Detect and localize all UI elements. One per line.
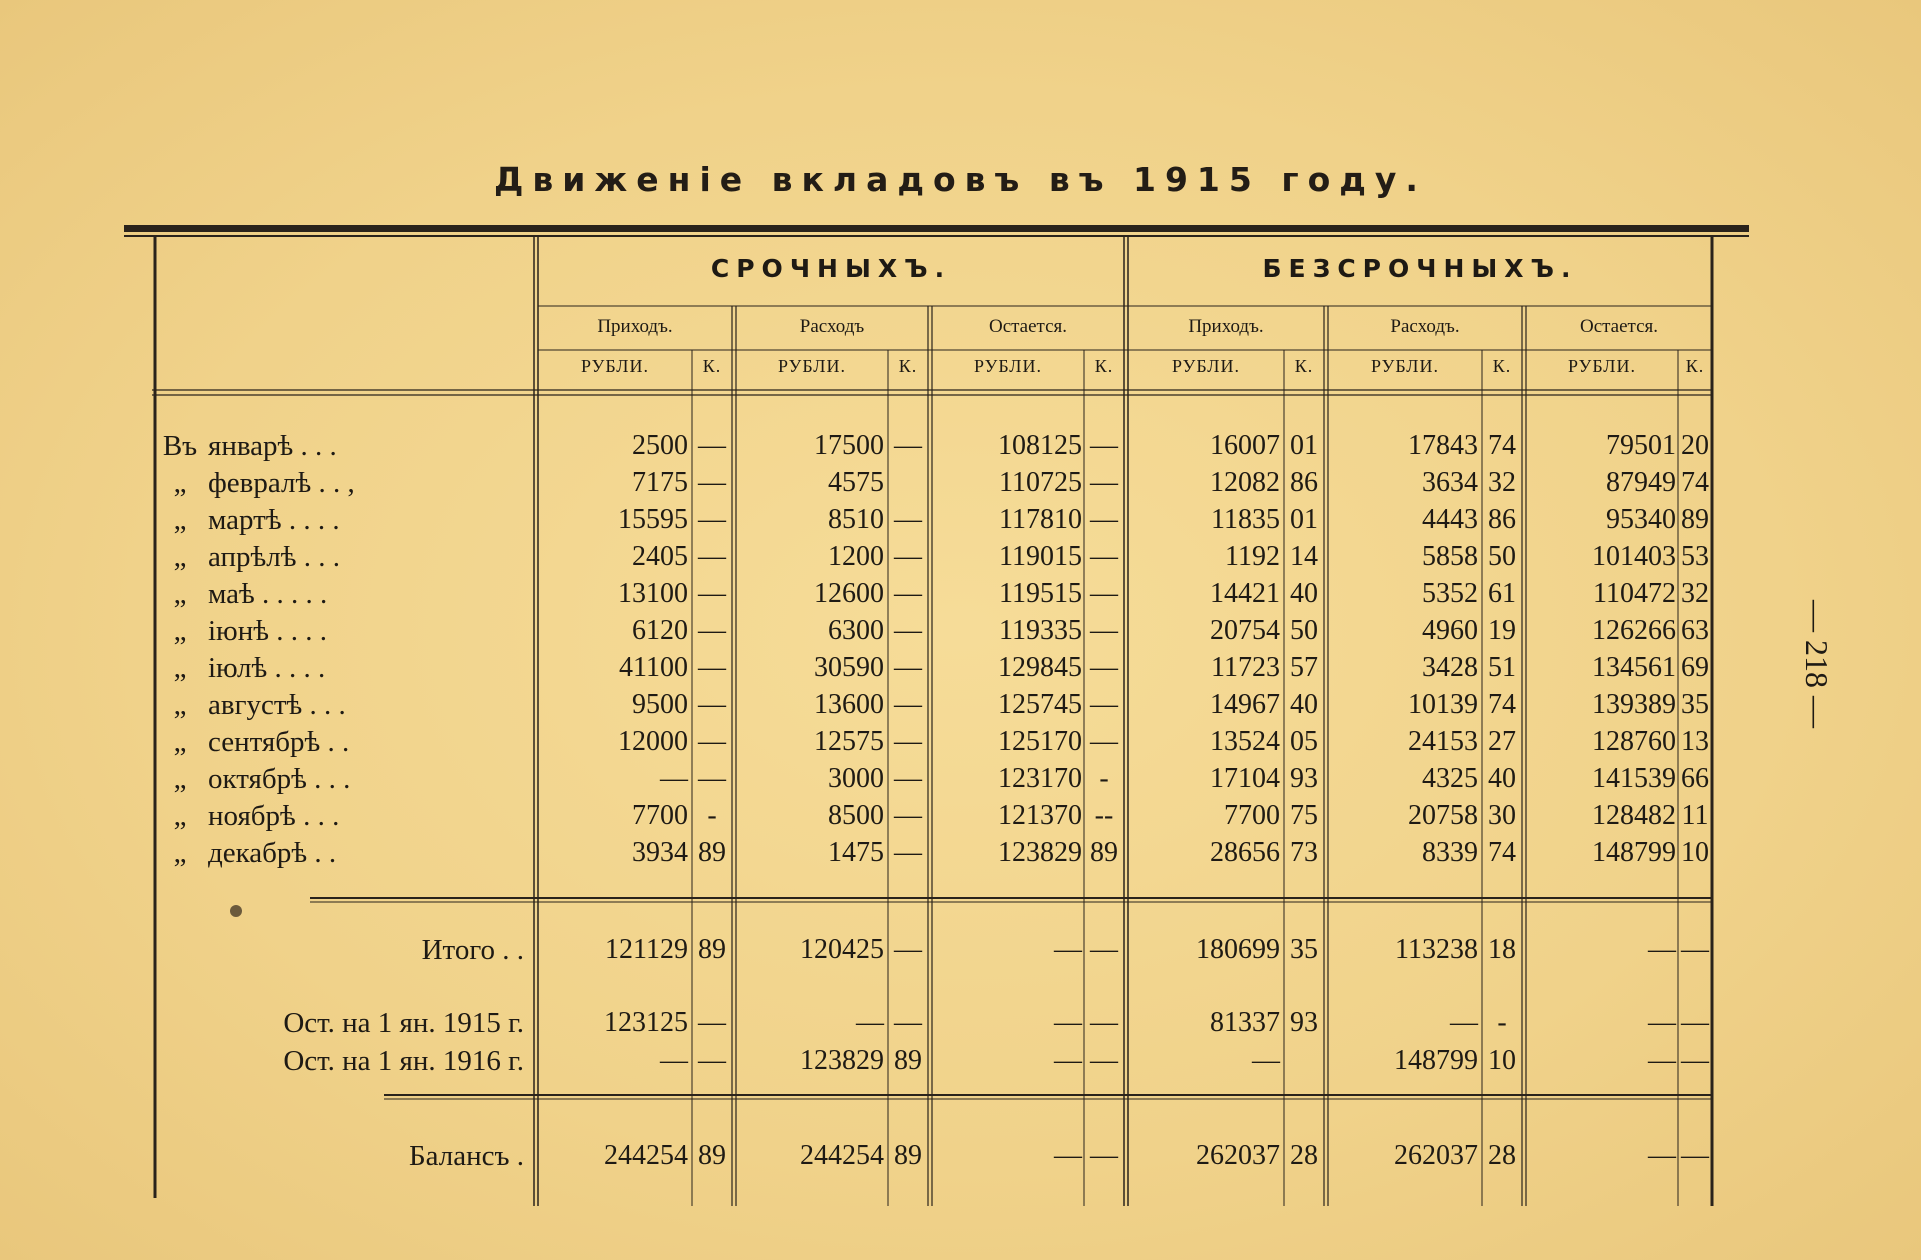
cell-term-income-kop: — (698, 541, 726, 572)
cell-demand-remainder-rub: — (1648, 1045, 1676, 1076)
unit-kop: К. (1094, 356, 1114, 376)
month-label (152, 836, 522, 870)
cell-demand-income-rub: 262037 (1196, 1140, 1280, 1171)
cell-demand-income-kop: 93 (1290, 1007, 1318, 1038)
unit-kop: К. (898, 356, 918, 376)
cell-term-income-rub: 15595 (618, 504, 688, 535)
cell-demand-income-rub: 28656 (1210, 837, 1280, 868)
cell-demand-income-rub: 17104 (1210, 763, 1280, 794)
cell-demand-expense-rub: 4443 (1422, 504, 1478, 535)
cell-demand-income-kop: 40 (1290, 578, 1318, 609)
cell-demand-expense-kop: 40 (1488, 763, 1516, 794)
month-name: январѣ (208, 430, 294, 462)
cell-demand-income-kop: 35 (1290, 934, 1318, 965)
cell-term-remainder-kop: — (1090, 689, 1118, 720)
cell-term-expense-rub: 1200 (828, 541, 884, 572)
month-label (152, 688, 522, 722)
cell-term-expense-kop: — (894, 1007, 922, 1038)
cell-term-income-rub: 121129 (605, 934, 688, 965)
cell-term-expense-kop: — (894, 726, 922, 757)
cell-term-remainder-rub: 117810 (999, 504, 1082, 535)
cell-term-income-kop: 89 (698, 934, 726, 965)
cell-demand-income-kop: 75 (1290, 800, 1318, 831)
cell-demand-expense-kop: 10 (1488, 1045, 1516, 1076)
cell-term-remainder-kop: — (1090, 430, 1118, 461)
cell-term-expense-rub: 6300 (828, 615, 884, 646)
paper-speck (230, 905, 242, 917)
leader-dots: . . (314, 837, 337, 869)
cell-demand-remainder-kop: 10 (1681, 837, 1709, 868)
row-balance-start-label: Ост. на 1 ян. 1915 г. (283, 1007, 524, 1039)
top-rule (124, 225, 1749, 232)
cell-demand-income-rub: 13524 (1210, 726, 1280, 757)
cell-demand-income-rub: 12082 (1210, 467, 1280, 498)
cell-demand-remainder-kop: 13 (1681, 726, 1709, 757)
unit-kop: К. (1294, 356, 1314, 376)
cell-demand-income-kop: 50 (1290, 615, 1318, 646)
leader-dots: . . . . (288, 504, 340, 536)
subheader-term-income: Приходъ. (597, 316, 673, 337)
cell-term-expense-kop: — (894, 504, 922, 535)
cell-term-income-kop: — (698, 430, 726, 461)
page-title: Движенiе вкладовъ въ 1915 году. (494, 160, 1427, 199)
cell-term-remainder-kop: — (1090, 615, 1118, 646)
cell-demand-remainder-kop: 20 (1681, 430, 1709, 461)
month-label (152, 466, 522, 500)
month-name: августѣ (208, 689, 303, 721)
cell-term-remainder-kop: — (1090, 504, 1118, 535)
cell-demand-income-rub: 14967 (1210, 689, 1280, 720)
cell-term-expense-kop (888, 466, 928, 500)
cell-demand-remainder-kop: 53 (1681, 541, 1709, 572)
leader-dots: . . . (309, 689, 346, 721)
cell-term-expense-kop: 89 (894, 1045, 922, 1076)
cell-demand-income-rub: 11723 (1211, 652, 1280, 683)
unit-kop: К. (702, 356, 722, 376)
row-final-balance-label: Балансъ . (408, 1140, 524, 1172)
cell-demand-expense-kop: 28 (1488, 1140, 1516, 1171)
cell-demand-remainder-kop: 66 (1681, 763, 1709, 794)
ditto-mark: „ (173, 689, 187, 721)
cell-demand-remainder-kop: 74 (1681, 467, 1709, 498)
month-name: ноябрѣ (208, 800, 296, 832)
cell-demand-income-kop: 14 (1290, 541, 1318, 572)
month-label (152, 651, 522, 685)
cell-term-remainder-rub: 119015 (999, 541, 1082, 572)
cell-demand-remainder-rub: 101403 (1592, 541, 1676, 572)
page-number: — 218 — (1799, 600, 1835, 728)
cell-demand-remainder-rub: — (1648, 1140, 1676, 1171)
cell-term-remainder-rub: — (1054, 934, 1082, 965)
leader-dots: . . . . (276, 615, 327, 647)
cell-demand-remainder-rub: 134561 (1592, 652, 1676, 683)
cell-demand-expense-rub: — (1450, 1007, 1478, 1038)
cell-term-expense-kop: — (894, 763, 922, 794)
cell-term-remainder-rub: 110725 (999, 467, 1082, 498)
cell-demand-income-kop: 01 (1290, 504, 1318, 535)
cell-term-income-rub: 41100 (619, 652, 688, 683)
cell-demand-expense-kop: 74 (1488, 689, 1516, 720)
cell-demand-expense-rub: 10139 (1408, 689, 1478, 720)
cell-term-income-rub: 3934 (632, 837, 688, 868)
cell-demand-expense-rub: 3634 (1422, 467, 1478, 498)
unit-rub: РУБЛИ. (1172, 356, 1240, 376)
cell-term-income-rub: 9500 (632, 689, 688, 720)
cell-demand-expense-rub: 5858 (1422, 541, 1478, 572)
cell-term-remainder-kop: - (1099, 763, 1109, 794)
cell-demand-expense-kop: 32 (1488, 467, 1516, 498)
cell-term-expense-kop: — (894, 615, 922, 646)
cell-term-income-kop: — (698, 467, 726, 498)
cell-term-remainder-rub: 125745 (998, 689, 1082, 720)
cell-term-income-kop: — (698, 578, 726, 609)
cell-demand-remainder-rub: 141539 (1592, 763, 1676, 794)
cell-term-expense-rub: 8510 (828, 504, 884, 535)
cell-demand-remainder-kop: — (1681, 934, 1709, 965)
month-name: маѣ (208, 578, 255, 610)
leader-dots: . . (327, 726, 350, 758)
leader-dots: . . . . . (262, 578, 328, 610)
cell-demand-expense-kop: 27 (1488, 726, 1516, 757)
leader-dots: . . . . (274, 652, 326, 684)
cell-term-expense-rub: — (856, 1007, 884, 1038)
ditto-mark: „ (173, 726, 187, 758)
cell-term-remainder-rub: — (1054, 1007, 1082, 1038)
cell-term-remainder-rub: 121370 (998, 800, 1082, 831)
cell-term-expense-rub: 8500 (828, 800, 884, 831)
cell-term-income-kop: - (707, 800, 717, 831)
cell-term-remainder-kop: — (1090, 541, 1118, 572)
leader-dots: . . . (303, 800, 340, 832)
cell-demand-income-kop: 86 (1290, 467, 1318, 498)
cell-term-income-rub: 12000 (618, 726, 688, 757)
month-name: iюнѣ (208, 615, 269, 647)
cell-demand-expense-rub: 24153 (1408, 726, 1478, 757)
cell-demand-expense-rub: 8339 (1422, 837, 1478, 868)
cell-term-expense-kop: — (894, 837, 922, 868)
month-label (152, 429, 522, 463)
cell-term-income-kop: 89 (698, 837, 726, 868)
row-total-label: Итого . . (421, 934, 524, 966)
ditto-mark: Въ (162, 430, 198, 462)
cell-term-remainder-kop: — (1090, 652, 1118, 683)
cell-demand-remainder-rub: 128482 (1592, 800, 1676, 831)
cell-demand-remainder-kop: — (1681, 1007, 1709, 1038)
unit-rub: РУБЛИ. (1371, 356, 1439, 376)
month-label (152, 540, 522, 574)
cell-demand-income-rub: — (1252, 1045, 1280, 1076)
cell-demand-expense-rub: 4325 (1422, 763, 1478, 794)
cell-demand-income-kop: 57 (1290, 652, 1318, 683)
cell-term-remainder-kop: — (1090, 726, 1118, 757)
cell-term-remainder-kop: — (1090, 1007, 1118, 1038)
cell-term-expense-kop: — (894, 578, 922, 609)
cell-demand-remainder-rub: 110472 (1593, 578, 1676, 609)
cell-demand-remainder-rub: 79501 (1606, 430, 1676, 461)
unit-kop: К. (1492, 356, 1512, 376)
cell-demand-remainder-rub: 87949 (1606, 467, 1676, 498)
cell-term-remainder-kop: 89 (1090, 837, 1118, 868)
cell-term-income-rub: 7175 (632, 467, 688, 498)
cell-demand-remainder-kop: 11 (1681, 800, 1709, 831)
cell-term-remainder-rub: — (1054, 1140, 1082, 1171)
cell-demand-expense-kop: 51 (1488, 652, 1516, 683)
ditto-mark: „ (173, 800, 187, 832)
cell-demand-income-kop (1284, 1044, 1324, 1078)
cell-demand-income-rub: 11835 (1211, 504, 1280, 535)
ditto-mark: „ (173, 615, 187, 647)
cell-demand-expense-kop: 61 (1488, 578, 1516, 609)
ditto-mark: „ (173, 467, 187, 499)
subheader-demand-expense: Расходъ. (1390, 316, 1460, 337)
cell-term-expense-rub: 3000 (828, 763, 884, 794)
ditto-mark: „ (173, 837, 187, 869)
leader-dots: . . . (300, 430, 337, 462)
month-label (152, 503, 522, 537)
cell-term-income-rub: 13100 (618, 578, 688, 609)
cell-term-remainder-rub: 125170 (998, 726, 1082, 757)
cell-term-income-kop: — (698, 1007, 726, 1038)
cell-demand-income-kop: 28 (1290, 1140, 1318, 1171)
cell-term-expense-rub: 1475 (828, 837, 884, 868)
ditto-mark: „ (173, 763, 187, 795)
cell-demand-expense-rub: 113238 (1395, 934, 1478, 965)
month-name: декабрѣ (208, 837, 308, 869)
cell-demand-expense-rub: 262037 (1394, 1140, 1478, 1171)
leader-dots: . . . (303, 541, 340, 573)
cell-term-income-rub: 6120 (632, 615, 688, 646)
cell-demand-remainder-kop: 63 (1681, 615, 1709, 646)
cell-demand-expense-kop: 19 (1488, 615, 1516, 646)
cell-demand-expense-kop: 50 (1488, 541, 1516, 572)
subheader-term-expense: Расходъ (799, 316, 865, 337)
cell-term-remainder-kop: — (1090, 1140, 1118, 1171)
header-term-deposits: СРОЧНЫХЪ. (710, 254, 952, 283)
cell-term-expense-kop: — (894, 652, 922, 683)
month-name: мартѣ (208, 504, 282, 536)
cell-term-expense-rub: 13600 (814, 689, 884, 720)
ditto-mark: „ (173, 504, 187, 536)
cell-term-remainder-kop: -- (1094, 800, 1114, 831)
cell-term-remainder-rub: 108125 (998, 430, 1082, 461)
ditto-mark: „ (173, 578, 187, 610)
month-label (152, 725, 522, 759)
cell-term-remainder-kop: — (1090, 467, 1118, 498)
cell-demand-expense-kop: - (1497, 1007, 1507, 1038)
cell-demand-expense-kop: 30 (1488, 800, 1516, 831)
ditto-mark: „ (173, 541, 187, 573)
cell-demand-expense-kop: 18 (1488, 934, 1516, 965)
cell-term-income-kop: — (698, 652, 726, 683)
cell-demand-remainder-rub: — (1648, 1007, 1676, 1038)
cell-term-expense-kop: — (894, 541, 922, 572)
cell-term-remainder-rub: 123170 (998, 763, 1082, 794)
cell-demand-remainder-rub: 128760 (1592, 726, 1676, 757)
cell-term-income-rub: 123125 (604, 1007, 688, 1038)
cell-demand-remainder-kop: 32 (1681, 578, 1709, 609)
cell-demand-income-rub: 16007 (1210, 430, 1280, 461)
cell-demand-income-kop: 01 (1290, 430, 1318, 461)
cell-demand-remainder-kop: — (1681, 1140, 1709, 1171)
cell-demand-expense-rub: 20758 (1408, 800, 1478, 831)
cell-term-remainder-rub: 123829 (998, 837, 1082, 868)
cell-demand-income-rub: 7700 (1224, 800, 1280, 831)
cell-term-expense-rub: 12600 (814, 578, 884, 609)
subheader-demand-income: Приходъ. (1188, 316, 1264, 337)
cell-term-expense-rub: 30590 (814, 652, 884, 683)
month-name: октябрѣ (208, 763, 307, 795)
cell-demand-income-rub: 1192 (1225, 541, 1280, 572)
cell-term-expense-rub: 4575 (828, 467, 884, 498)
header-demand-deposits: БЕЗСРОЧНЫХЪ. (1262, 254, 1578, 283)
cell-term-remainder-kop: — (1090, 578, 1118, 609)
cell-demand-income-rub: 180699 (1196, 934, 1280, 965)
cell-term-expense-rub: 120425 (800, 934, 884, 965)
month-label (152, 799, 522, 833)
cell-demand-expense-kop: 74 (1488, 837, 1516, 868)
cell-demand-remainder-rub: — (1648, 934, 1676, 965)
cell-term-expense-rub: 123829 (800, 1045, 884, 1076)
cell-demand-remainder-kop: 89 (1681, 504, 1709, 535)
month-label (152, 577, 522, 611)
cell-demand-remainder-kop: 69 (1681, 652, 1709, 683)
month-label (152, 614, 522, 648)
cell-term-income-rub: — (660, 763, 688, 794)
cell-demand-remainder-rub: 126266 (1592, 615, 1676, 646)
month-name: апрѣлѣ (208, 541, 297, 573)
leader-dots: . . , (318, 467, 355, 499)
cell-term-income-rub: 2405 (632, 541, 688, 572)
cell-term-expense-kop: 89 (894, 1140, 922, 1171)
cell-term-expense-rub: 244254 (800, 1140, 884, 1171)
cell-term-remainder-rub: 119335 (999, 615, 1082, 646)
deposits-table (152, 236, 1727, 1206)
unit-kop: К. (1685, 356, 1705, 376)
cell-demand-income-rub: 14421 (1210, 578, 1280, 609)
cell-demand-expense-rub: 4960 (1422, 615, 1478, 646)
cell-term-income-kop: — (698, 1045, 726, 1076)
month-name: iюлѣ (208, 652, 268, 684)
cell-demand-expense-rub: 5352 (1422, 578, 1478, 609)
cell-demand-income-rub: 81337 (1210, 1007, 1280, 1038)
cell-demand-income-kop: 05 (1290, 726, 1318, 757)
cell-term-income-kop: — (698, 763, 726, 794)
leader-dots: . . . (314, 763, 351, 795)
month-label (152, 762, 522, 796)
unit-rub: РУБЛИ. (581, 356, 649, 376)
cell-demand-income-kop: 40 (1290, 689, 1318, 720)
cell-term-expense-kop: — (894, 689, 922, 720)
cell-demand-remainder-rub: 139389 (1592, 689, 1676, 720)
cell-demand-income-rub: 20754 (1210, 615, 1280, 646)
cell-term-income-kop: 89 (698, 1140, 726, 1171)
cell-demand-expense-kop: 86 (1488, 504, 1516, 535)
cell-demand-remainder-kop: — (1681, 1045, 1709, 1076)
cell-term-income-rub: 7700 (632, 800, 688, 831)
cell-term-income-kop: — (698, 726, 726, 757)
cell-term-income-rub: 2500 (632, 430, 688, 461)
cell-demand-remainder-rub: 95340 (1606, 504, 1676, 535)
cell-term-remainder-rub: 119515 (999, 578, 1082, 609)
cell-demand-remainder-rub: 148799 (1592, 837, 1676, 868)
unit-rub: РУБЛИ. (778, 356, 846, 376)
cell-term-expense-kop: — (894, 800, 922, 831)
cell-term-expense-rub: 17500 (814, 430, 884, 461)
cell-term-expense-kop: — (894, 934, 922, 965)
cell-term-expense-kop: — (894, 430, 922, 461)
cell-demand-income-kop: 73 (1290, 837, 1318, 868)
cell-demand-expense-rub: 148799 (1394, 1045, 1478, 1076)
ditto-mark: „ (173, 652, 187, 684)
cell-demand-expense-kop: 74 (1488, 430, 1516, 461)
cell-demand-remainder-kop: 35 (1681, 689, 1709, 720)
cell-term-income-kop: — (698, 504, 726, 535)
cell-demand-income-kop: 93 (1290, 763, 1318, 794)
row-balance-end-label: Ост. на 1 ян. 1916 г. (283, 1045, 524, 1077)
month-name: сентябрѣ (208, 726, 321, 758)
cell-demand-expense-rub: 17843 (1408, 430, 1478, 461)
cell-demand-expense-rub: 3428 (1422, 652, 1478, 683)
subheader-term-remainder: Остается. (988, 316, 1067, 337)
cell-term-remainder-rub: 129845 (998, 652, 1082, 683)
subheader-demand-remainder: Остается. (1579, 316, 1658, 337)
cell-term-income-rub: — (660, 1045, 688, 1076)
month-name: февралѣ (208, 467, 312, 499)
cell-term-remainder-kop: — (1090, 934, 1118, 965)
cell-term-expense-rub: 12575 (814, 726, 884, 757)
unit-rub: РУБЛИ. (1568, 356, 1636, 376)
cell-term-remainder-kop: — (1090, 1045, 1118, 1076)
cell-term-remainder-rub: — (1054, 1045, 1082, 1076)
unit-rub: РУБЛИ. (974, 356, 1042, 376)
cell-term-income-kop: — (698, 615, 726, 646)
cell-term-income-kop: — (698, 689, 726, 720)
cell-term-income-rub: 244254 (604, 1140, 688, 1171)
